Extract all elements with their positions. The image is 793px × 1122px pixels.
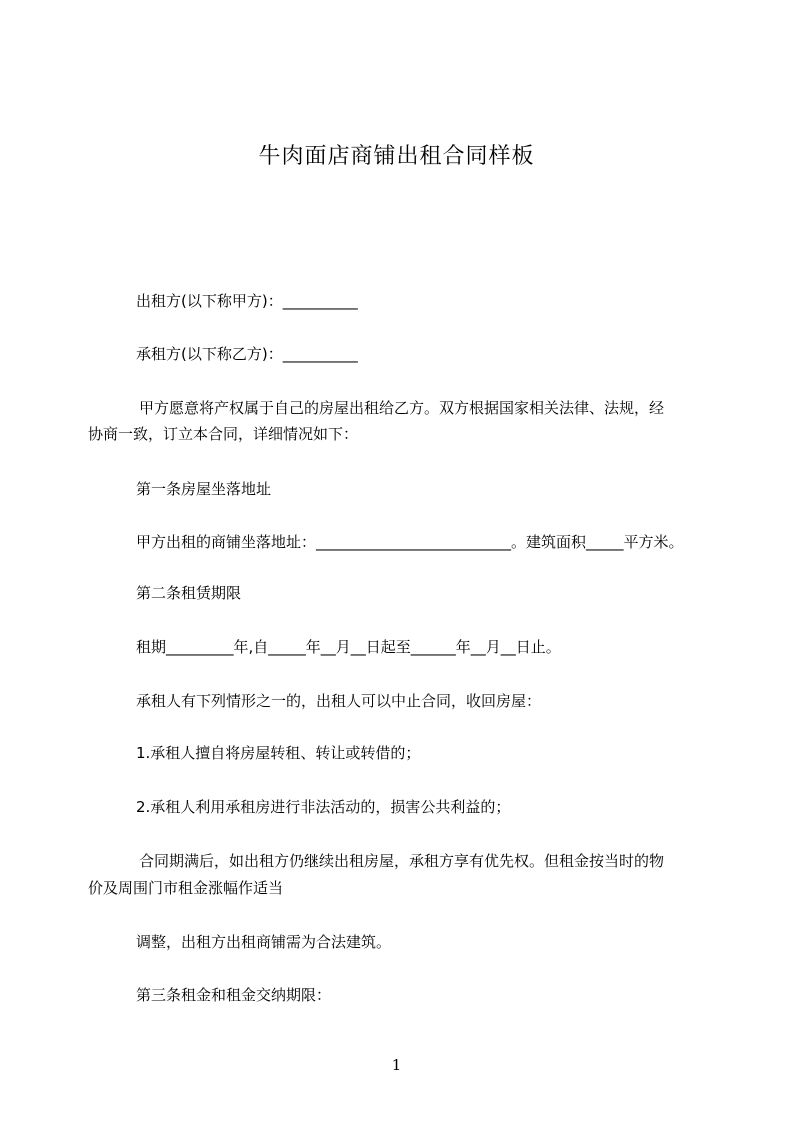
intro-paragraph-line-2: 协商一致，订立本合同，详细情况如下： [88,425,359,443]
lessee-line: 承租方(以下称乙方)：__________ [136,345,358,363]
intro-paragraph-line-1: 甲方愿意将产权属于自己的房屋出租给乙方。双方根据国家相关法律、法规，经 [139,399,665,417]
article-1-heading: 第一条房屋坐落地址 [136,480,272,498]
address-line: 甲方出租的商铺坐落地址：__________________________。建筑面积_____平方米。 [136,533,684,551]
termination-item-2: 2.承租人利用承租房进行非法活动的，损害公共利益的； [136,798,511,816]
lessor-line: 出租方(以下称甲方)：__________ [136,292,358,310]
renewal-paragraph-line-2: 价及周围门市租金涨幅作适当 [88,879,284,897]
article-2-heading: 第二条租赁期限 [136,584,242,602]
termination-intro: 承租人有下列情形之一的，出租人可以中止合同，收回房屋： [136,692,542,710]
article-3-heading: 第三条租金和租金交纳期限： [136,986,332,1004]
page-number: 1 [391,1056,402,1074]
document-title: 牛肉面店商铺出租合同样板 [258,144,535,169]
term-line: 租期_________年,自_____年__月__日起至______年__月__日止。 [136,638,561,656]
termination-item-1: 1.承租人擅自将房屋转租、转让或转借的； [136,744,421,762]
renewal-paragraph-line-1: 合同期满后，如出租方仍继续出租房屋，承租方享有优先权。但租金按当时的物 [139,852,665,870]
renewal-paragraph-line-3: 调整，出租方出租商铺需为合法建筑。 [136,933,392,951]
